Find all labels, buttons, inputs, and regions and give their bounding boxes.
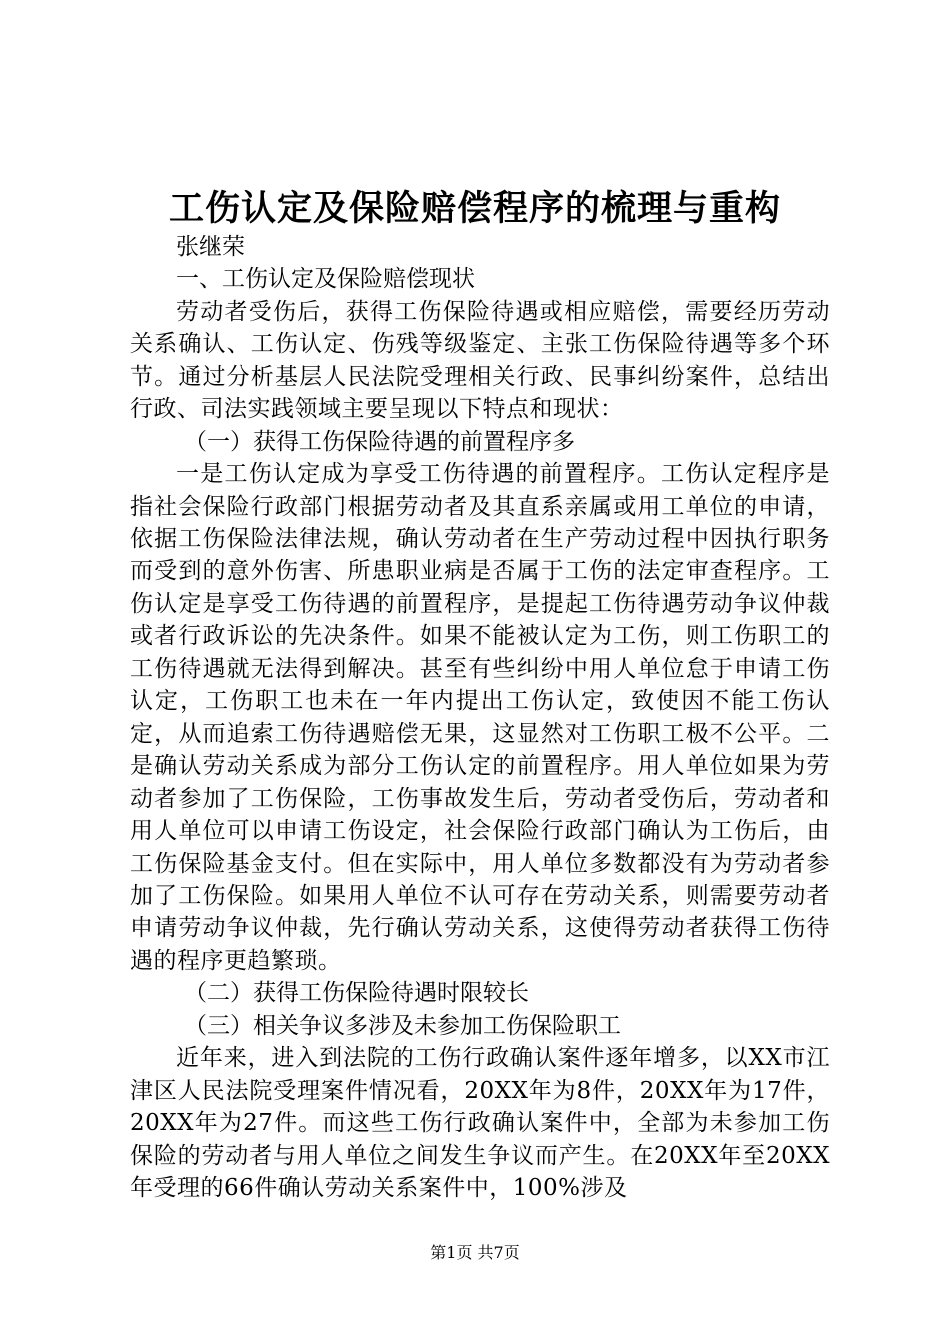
section-heading: 一、工伤认定及保险赔偿现状 <box>176 266 475 293</box>
document-title: 工伤认定及保险赔偿程序的梳理与重构 <box>168 188 781 229</box>
page-footer: 第1页 共7页 <box>430 1243 520 1262</box>
author-name: 张继荣 <box>176 234 245 260</box>
paragraph-statistics: 近年来，进入到法院的工伤行政确认案件逐年增多，以XX市江津区人民法院受理案件情况看，20XX年为8件，20XX年为17件，20XX年为27件。而这些工伤行政确认案件中，全部为未参加工伤保险的劳动者与用人单位之间发生争议而产生。在20XX年至20XX年受理的66件确认劳动关系案件中，100%涉及 <box>130 1045 830 1202</box>
paragraph-prerequisite: 一是工伤认定成为享受工伤待遇的前置程序。工伤认定程序是指社会保险行政部门根据劳动者及其直系亲属或用工单位的申请，依据工伤保险法律法规，确认劳动者在生产劳动过程中因执行职务而受到的意外伤害、所患职业病是否属于工伤的法定审查程序。工伤认定是享受工伤待遇的前置程序，是提起工伤待遇劳动争议仲裁或者行政诉讼的先决条件。如果不能被认定为工伤，则工伤职工的工伤待遇就无法得到解决。甚至有些纠纷中用人单位怠于申请工伤认定，工伤职工也未在一年内提出工伤认定，致使因不能工伤认定，从而追索工伤待遇赔偿无果，这显然对工伤职工极不公平。二是确认劳动关系成为部分工伤认定的前置程序。用人单位如果为劳动者参加了工伤保险，工伤事故发生后，劳动者受伤后，劳动者和用人单位可以申请工伤设定，社会保险行政部门确认为工伤后，由工伤保险基金支付。但在实际中，用人单位多数都没有为劳动者参加了工伤保险。如果用人单位不认可存在劳动关系，则需要劳动者申请劳动争议仲裁，先行确认劳动关系，这使得劳动者获得工伤待遇的程序更趋繁琐。 <box>130 461 830 974</box>
subsection-heading-3: （三）相关争议多涉及未参加工伤保险职工 <box>184 1012 621 1039</box>
paragraph-intro: 劳动者受伤后，获得工伤保险待遇或相应赔偿，需要经历劳动关系确认、工伤认定、伤残等级鉴定、主张工伤保险待遇等多个环节。通过分析基层人民法院受理相关行政、民事纠纷案件，总结出行政、司法实践领域主要呈现以下特点和现状： <box>130 298 830 423</box>
document-body <box>130 231 830 1205</box>
subsection-heading-1: （一）获得工伤保险待遇的前置程序多 <box>184 428 575 455</box>
subsection-heading-2: （二）获得工伤保险待遇时限较长 <box>184 980 529 1007</box>
